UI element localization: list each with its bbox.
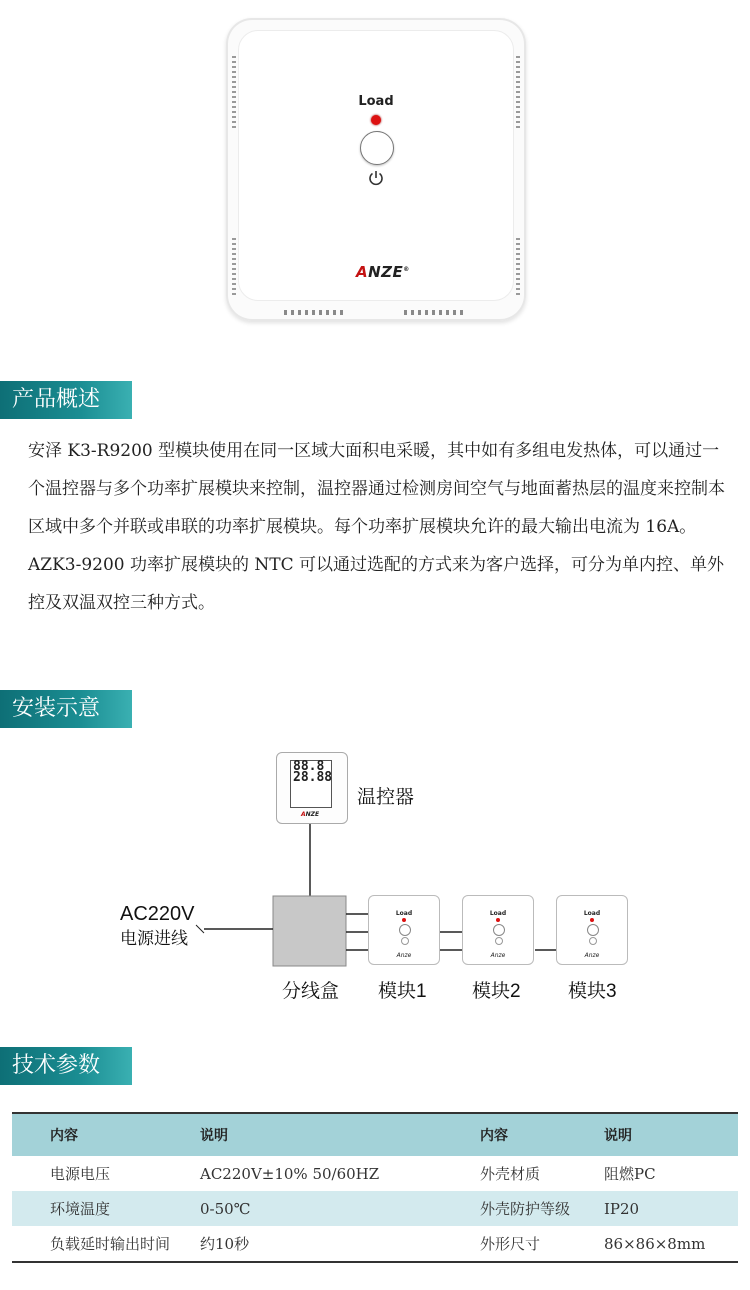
- module-2-brand: Anze: [490, 952, 506, 959]
- diagram-wiring: [0, 740, 750, 1010]
- module-3-image: [556, 895, 628, 965]
- spec-cell: IP20: [604, 1199, 640, 1218]
- brand-logo: ANZE®: [356, 263, 410, 281]
- spec-cell: 外形尺寸: [480, 1235, 541, 1253]
- module-1-power-icon: [401, 937, 409, 945]
- spec-cell: 环境温度: [50, 1200, 111, 1218]
- product-photo: [226, 18, 526, 321]
- module-1-label: 模块1: [378, 981, 427, 1002]
- table-row: [12, 1156, 738, 1191]
- vent-right-bottom: [516, 238, 520, 298]
- section-heading-spec: 技术参数: [0, 1047, 132, 1085]
- product-faceplate: [238, 30, 514, 301]
- spec-header-item: 内容: [50, 1128, 78, 1144]
- table-row: [12, 1226, 738, 1262]
- thermostat-temp-bottom: 28.88: [293, 770, 333, 785]
- module-3-button: [587, 924, 599, 936]
- vent-left-bottom: [232, 238, 236, 298]
- load-button[interactable]: [360, 131, 394, 165]
- overview-paragraph-2: AZK3-9200 功率扩展模块的 NTC 可以通过选配的方式来为客户选择，可分为单内控、单外控及双温双控三种方式。: [28, 555, 725, 613]
- thermostat-brand: ANZE: [301, 811, 320, 818]
- power-label-ac: AC220V: [120, 903, 195, 925]
- spec-cell: 阻燃PC: [604, 1165, 656, 1183]
- wire-power-tick: [196, 925, 204, 933]
- load-label: Load: [358, 94, 394, 109]
- module-1-load: Load: [395, 910, 413, 917]
- module-3-brand: Anze: [584, 952, 600, 959]
- module-2-label: 模块2: [472, 981, 521, 1002]
- module-3-led: [590, 918, 594, 922]
- spec-header-row: [12, 1113, 738, 1156]
- table-row: [12, 1191, 738, 1226]
- module-1-brand: Anze: [396, 952, 412, 959]
- module-2-led: [496, 918, 500, 922]
- spec-cell: 0-50℃: [200, 1199, 251, 1218]
- thermostat-temp-top: 88.8: [293, 759, 325, 774]
- section-heading-overview: 产品概述: [0, 381, 132, 419]
- spec-cell: 外壳材质: [480, 1165, 541, 1183]
- module-2-button: [493, 924, 505, 936]
- vent-bottom-right: [404, 310, 463, 315]
- power-label-text: 电源进线: [120, 929, 188, 948]
- spec-cell: 86×86×8mm: [604, 1234, 706, 1253]
- spec-cell: 负载延时输出时间: [50, 1235, 171, 1253]
- thermostat-image: [276, 752, 348, 824]
- spec-cell: AC220V±10% 50/60HZ: [200, 1164, 380, 1183]
- junction-box-label: 分线盒: [282, 981, 340, 1002]
- overview-text: [28, 432, 728, 622]
- spec-cell: 电源电压: [50, 1165, 111, 1183]
- vent-bottom-left: [284, 310, 343, 315]
- module-3-power-icon: [589, 937, 597, 945]
- module-2-image: [462, 895, 534, 965]
- spec-header-item-2: 内容: [480, 1128, 508, 1144]
- section-heading-install: 安装示意: [0, 690, 132, 728]
- module-2-load: Load: [489, 910, 507, 917]
- module-2-power-icon: [495, 937, 503, 945]
- spec-header-desc: 说明: [200, 1128, 228, 1144]
- load-indicator-led: [371, 115, 381, 125]
- module-3-load: Load: [583, 910, 601, 917]
- thermostat-screen: [290, 760, 332, 808]
- power-icon: [367, 169, 385, 187]
- module-1-button: [399, 924, 411, 936]
- installation-diagram: [0, 740, 750, 1010]
- overview-paragraph-1: 安泽 K3-R9200 型模块使用在同一区域大面积电采暖，其中如有多组电发热体，可以通过一个温控器与多个功率扩展模块来控制，温控器通过检测房间空气与地面蓄热层的温度来控制本区域中多个并联或串联的功率扩展模块。每个功率扩展模块允许的最大输出电流为 16A。: [28, 441, 725, 537]
- module-1-led: [402, 918, 406, 922]
- module-1-image: [368, 895, 440, 965]
- spec-cell: 外壳防护等级: [480, 1200, 571, 1218]
- spec-table: [12, 1112, 738, 1263]
- thermostat-label: 温控器: [357, 787, 415, 808]
- module-3-label: 模块3: [568, 981, 617, 1002]
- junction-box: [273, 896, 346, 966]
- spec-header-desc-2: 说明: [604, 1128, 632, 1144]
- spec-cell: 约10秒: [200, 1235, 250, 1253]
